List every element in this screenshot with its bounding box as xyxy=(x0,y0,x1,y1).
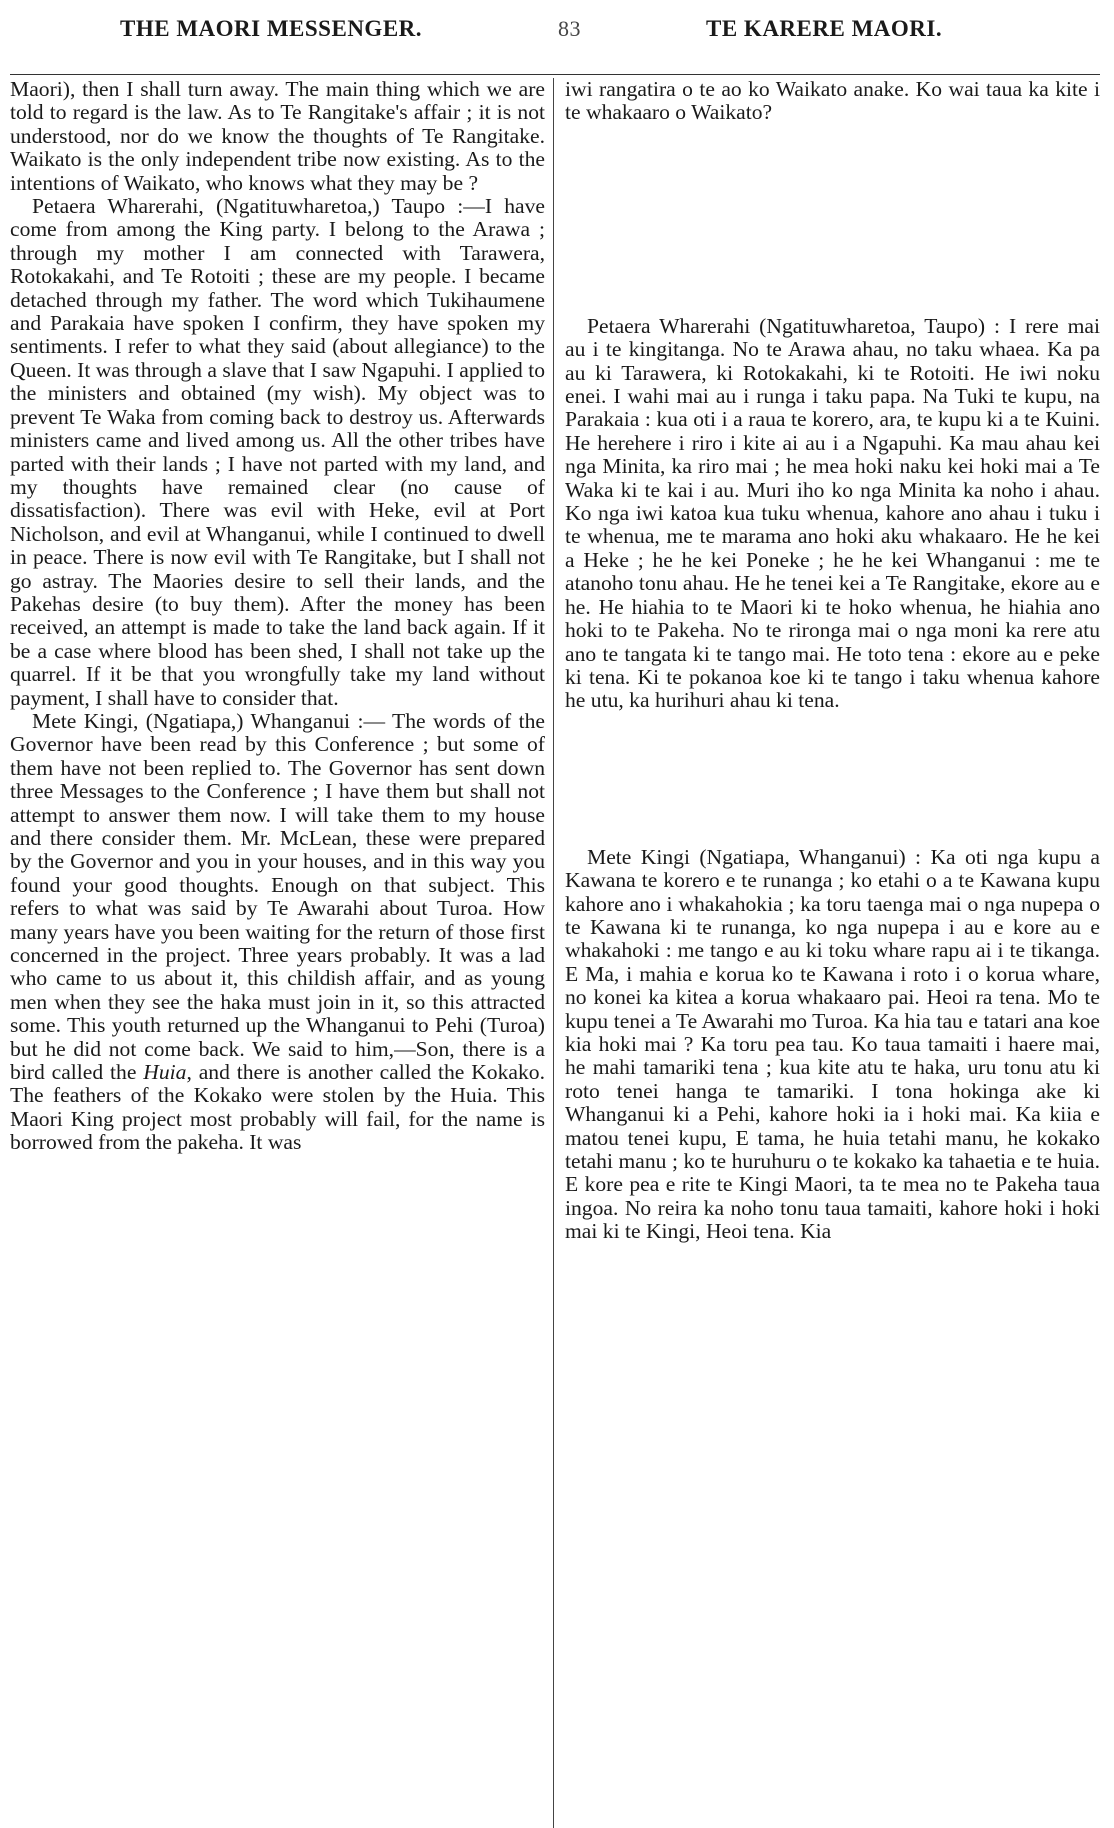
maori-masthead: TE KARERE MAORI. xyxy=(706,16,943,41)
column-divider xyxy=(553,78,554,1828)
english-masthead: THE MAORI MESSENGER. xyxy=(120,16,423,41)
english-paragraph-3 xyxy=(10,710,545,1155)
column-gap-2 xyxy=(565,713,1100,846)
page-header xyxy=(10,6,1100,46)
english-paragraph-3a: Mete Kingi, (Ngatiapa,) Whanganui :— The words of the Governor have been read by this Conference ; but some of them have not been replied to. The Governor has sent down three Messages to the Conference ; I have them but shall not attempt to answer them now. I will take them to my house and there consider them. Mr. McLean, these were prepared by the Governor and you in your houses, and in this way you found your good thoughts. Enough on that subject. This refers to what was said by Te Awarahi about Turoa. How many years have you been waiting for the return of those first concerned in the project. Three years probably. It was a lad who came to us about it, this childish affair, and as young men when they see the haka must join in it, so this attracted some. This youth returned up the Whanganui to Pehi (Turoa) but he did not come back. We said to him,—Son, there is a bird called the xyxy=(10,708,545,1085)
english-paragraph-2: Petaera Wharerahi, (Ngatituwharetoa,) Taupo :—I have come from among the King party. I belong to the Arawa ; through my mother I am connected with Tarawera, Rotokakahi, and Te Rotoiti ; these are my people. I became detached through my father. The word which Tukihaumene and Parakaia have spoken I confirm, they have spoken my sentiments. I refer to what they said (about allegiance) to the Queen. It was through a slave that I saw Ngapuhi. I applied to the ministers and obtained (my wish). My object was to prevent Te Waka from coming back to destroy us. Afterwards ministers came and lived among us. All the other tribes have parted with their lands ; I have not parted with my land, and my thoughts have remained clear (no cause of dissatisfaction). There was evil with Heke, evil at Port Nicholson, and evil at Whanganui, while I continued to dwell in peace. There is now evil with Te Rangitake, but I shall not go astray. The Maories desire to sell their lands, and the Pakehas desire (to buy them). After the money has been received, an attempt is made to take the land back again. If it be a case where blood has been shed, I shall not take up the quarrel. If it be that you wrongfully take my land without payment, I shall have to consider that. xyxy=(10,194,545,710)
column-gap-1 xyxy=(565,125,1100,315)
english-paragraph-3b: , and there is another called the Kokako. The feathers of the Kokako were stolen by the Huia. This Maori King project most probably will fail, for the name is borrowed from the pakeha. It was xyxy=(10,1060,545,1155)
maori-column xyxy=(565,78,1100,1244)
english-column xyxy=(10,78,545,1155)
page-number: 83 xyxy=(558,16,581,41)
maori-paragraph-3: Mete Kingi (Ngatiapa, Whanganui) : Ka oti nga kupu a Kawana te korero e te runanga ; ko etahi o a te Kawana kupu kahore ano i whakahokia ; ka toru taenga mai o nga nupepa o te Kawana ki te runanga, ko nga nupepa i au e kore au e whakahoki : me tango e au ki toku whare rapu ai i te tikanga. E Ma, i mahia e korua ko te Kawana i roto i o korua whare, no konei ka kitea a korua whakaaro pai. Heoi ra tena. Mo te kupu tenei a Te Awarahi mo Turoa. Ka hia tau e tatari ana koe kia hoki mai ? Ka toru pea tau. Ko taua tamaiti i haere mai, he mahi tamariki tena ; kua kite atu te haka, uru tonu atu ki roto tenei hanga te tamariki. I tona hokinga ake ki Whanganui ki a Pehi, kahore hoki ia i hoki mai. Ka kiia e matou tenei kupu, E tama, he huia tetahi manu, he kokako tetahi manu ; ko te huruhuru o te kokako ka tahaetia e te huia. E kore pea e rite te Kingi Maori, ta te mea no te Pakeha taua ingoa. No reira ka noho tonu taua tamaiti, kahore hoki i hoki mai ki te Kingi, Heoi tena. Kia xyxy=(565,844,1100,1244)
header-rule xyxy=(10,74,1100,75)
bird-name-huia: Huia xyxy=(143,1060,187,1085)
english-paragraph-1: Maori), then I shall turn away. The main thing which we are told to regard is the law. As to Te Rangitake's affair ; it is not understood, nor do we know the thoughts of Te Rangitake. Waikato is the only independent tribe now existing. As to the intentions of Waikato, who knows what they may be ? xyxy=(10,77,545,195)
maori-paragraph-2: Petaera Wharerahi (Ngatituwharetoa, Taupo) : I rere mai au i te kingitanga. No te Arawa ahau, no taku whaea. Ka pa au ki Tarawera, ki Rotokakahi, ki te Rotoiti. He iwi noku enei. I wahi mai au i runga i taku papa. Na Tuki te kupu, na Parakaia : kua oti i a raua te korero, ara, te kupu ki a te Kuini. He herehere i riro i kite ai au i a Ngapuhi. Ka mau ahau kei nga Minita, ka riro mai ; he mea hoki naku kei hoki mai a Te Waka ki te kai i au. Muri iho ko nga Minita ka noho i ahau. Ko nga iwi katoa kua tuku whenua, kahore ano ahau i tuku i te whenua, me te marama ano hoki aku whakaaro. He he kei a Heke ; he he kei Poneke ; he he kei Whanganui : me te atanoho tonu ahau. He he tenei kei a Te Rangitake, ekore au e he. He hiahia to te Maori ki te hoko whenua, he hiahia ano hoki to te Pakeha. No te rironga mai o nga moni ka rere atu ano te tangata ki te tango mai. He toto tena : ekore au e peke ki tena. Ki te pokanoa koe ki te tango i taku whenua kahore he utu, ka hurihuri ahau ki tena. xyxy=(565,313,1100,713)
columns xyxy=(0,78,1114,1828)
maori-paragraph-1: iwi rangatira o te ao ko Waikato anake. Ko wai taua ka kite i te whakaaro o Waikato? xyxy=(565,77,1100,125)
